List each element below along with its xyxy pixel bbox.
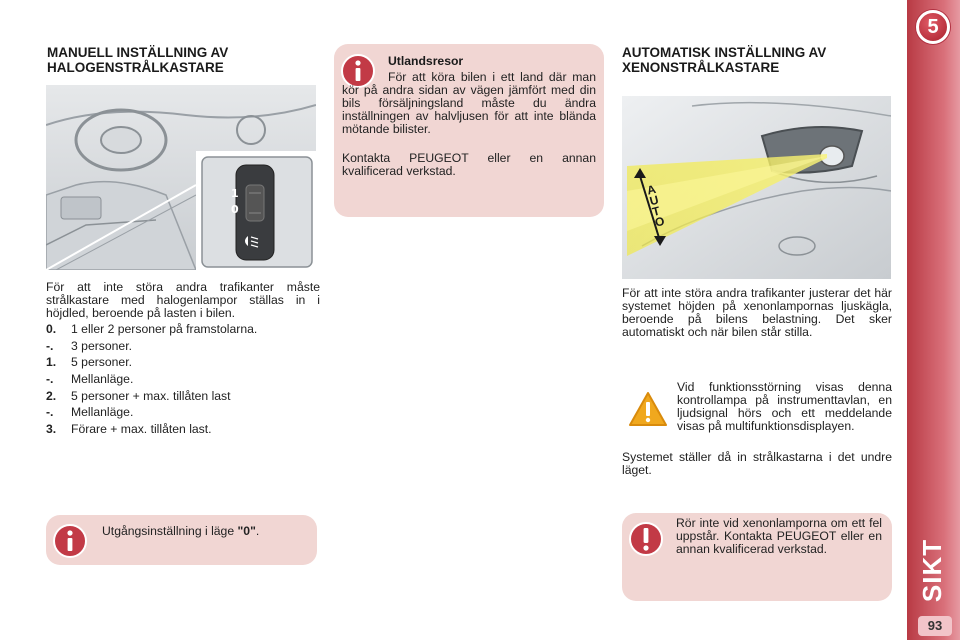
default-setting-note <box>46 515 317 565</box>
left-heading: MANUELL INSTÄLLNING AV HALOGENSTRÅLKASTARE <box>47 45 229 75</box>
list-text: 5 personer. <box>71 355 132 370</box>
list-text: Mellanläge. <box>71 372 134 387</box>
auto-label: AUTO <box>645 181 666 230</box>
left-intro: För att inte störa andra trafikanter måste strålkastare med halogenlampor ställas in i höjdled, beroende på lasten i bilen. <box>46 280 320 320</box>
foreign-travel-paragraph-2: Kontakta PEUGEOT eller en annan kvalificerad verkstad. <box>342 151 596 178</box>
warning-triangle-icon <box>628 391 668 427</box>
list-item <box>46 421 321 438</box>
dial-label-0: 0 <box>231 203 239 216</box>
foreign-travel-paragraph-1: För att köra bilen i ett land där man kör på andra sidan av vägen jämfört med din bils försäljningsland måste du ändra inställningen av halvljusen för att inte blända mötande bilister. <box>342 70 596 136</box>
list-text: Förare + max. tillåten last. <box>71 421 212 436</box>
default-setting-text <box>102 524 314 538</box>
list-key: 1. <box>46 355 57 370</box>
list-item <box>46 354 321 371</box>
list-text: 5 personer + max. tillåten last <box>71 388 231 403</box>
list-key: -. <box>46 338 54 353</box>
list-item <box>46 387 321 404</box>
xenon-headlamp-photo <box>622 96 891 279</box>
list-item <box>46 321 321 338</box>
dashboard-photo <box>46 85 316 270</box>
list-item <box>46 404 321 421</box>
list-key: 2. <box>46 388 57 403</box>
default-setting-value: "0" <box>237 524 256 538</box>
chapter-title-text: SIKT <box>917 538 948 602</box>
right-heading: AUTOMATISK INSTÄLLNING AV XENONSTRÅLKASTARE <box>622 45 827 75</box>
foreign-travel-title: Utlandsresor <box>388 54 464 68</box>
dashboard-illustration <box>46 85 316 270</box>
list-key: -. <box>46 372 54 387</box>
list-item <box>46 371 321 388</box>
list-key: 3. <box>46 421 57 436</box>
default-setting-prefix: Utgångsinställning i läge <box>102 524 238 538</box>
chapter-title <box>909 525 957 615</box>
dial-label-1: 1 <box>231 187 239 200</box>
foreign-travel-note <box>334 44 604 217</box>
list-text: 1 eller 2 personer på framstolarna. <box>71 322 258 337</box>
default-setting-suffix: . <box>255 524 260 538</box>
warning-text: Vid funktionsstörning visas denna kontrollampa på instrumenttavlan, en ljudsignal hörs och ett meddelande visas på multifunktionsdisplayen. <box>677 380 892 433</box>
page-number: 93 <box>918 616 952 636</box>
list-key: 0. <box>46 322 57 337</box>
list-text: Mellanläge. <box>71 405 134 420</box>
xenon-alert-note <box>622 513 892 601</box>
info-icon <box>52 523 88 559</box>
exclamation-icon <box>628 521 664 557</box>
xenon-alert-text: Rör inte vid xenonlamporna om ett fel uppstår. Kontakta PEUGEOT eller en annan kvalificerad verkstad. <box>676 516 882 556</box>
list-text: 3 personer. <box>71 338 132 353</box>
load-position-list <box>46 321 321 437</box>
chapter-number-badge: 5 <box>916 10 950 44</box>
after-warning-text: Systemet ställer då in strålkastarna i det undre läget. <box>622 450 892 477</box>
xenon-headlamp-illustration <box>622 96 891 279</box>
right-intro: För att inte störa andra trafikanter justerar det här systemet höjden på xenonlampornas ljuskägla, beroende på bilens belastning. Det sker automatiskt och när bilen står stilla. <box>622 286 892 339</box>
list-item <box>46 338 321 355</box>
list-key: -. <box>46 405 54 420</box>
